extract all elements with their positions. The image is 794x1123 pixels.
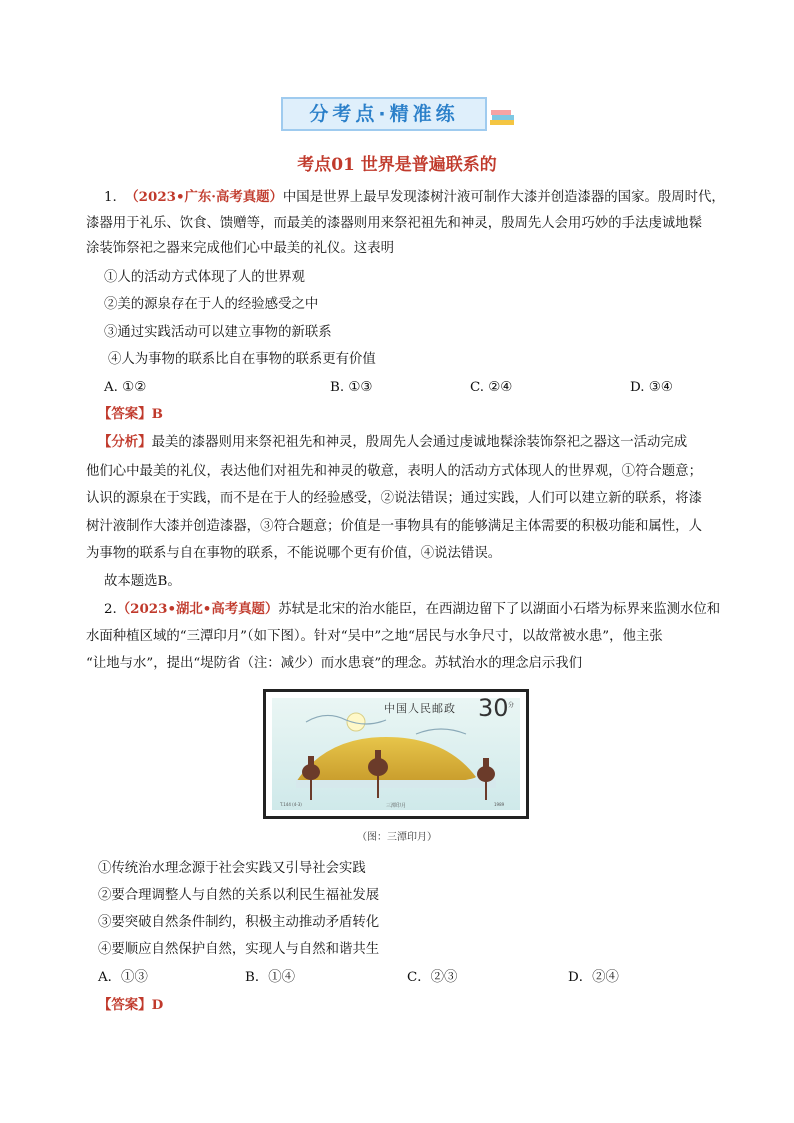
section-banner: 分考点·精准练 [281,97,487,131]
q1-analysis-line2: 他们心中最美的礼仪，表达他们对祖先和神灵的敬意，表明人的活动方式体现人的世界观，①符合题意； [86,464,702,479]
q2-option-c: C．②③ [407,970,458,985]
q2-item-2: ②要合理调整人与自然的关系以利民生福祉发展 [98,888,380,903]
stamp-value: 30 [478,694,509,722]
q2-option-a: A．①③ [98,970,148,985]
q2-source: （2023•湖北•高考真题） [116,601,279,617]
q2-option-b: B．①④ [245,970,296,985]
q2-item-3: ③要突破自然条件制约，积极主动推动矛盾转化 [98,915,380,930]
q1-item-2: ②美的源泉存在于人的经验感受之中 [104,297,319,312]
section-title: 考点01 世界是普遍联系的 [297,155,497,175]
q1-stem-line2: 漆器用于礼乐、饮食、馈赠等，而最美的漆器则用来祭祀祖先和神灵，殷周先人会用巧妙的手法虔诚地髹 [86,216,702,231]
q2-stem-line1: 2.（2023•湖北•高考真题）苏轼是北宋的治水能臣，在西湖边留下了以湖面小石塔为标界来监测水位和 [104,601,721,617]
q1-item-4: ④人为事物的联系比自在事物的联系更有价值 [108,352,376,367]
q2-item-1: ①传统治水理念源于社会实践又引导社会实践 [98,861,366,876]
q1-option-d: D. ③④ [630,380,673,395]
q1-source: （2023•广东·高考真题） [125,189,283,205]
figure-caption: （图：三潭印月） [357,832,437,843]
stamp-small-mid: 三潭印月 [386,803,407,809]
q1-analysis-line1: 【分析】最美的漆器则用来祭祀祖先和神灵，殷周先人会通过虔诚地髹涂装饰祭祀之器这一活动完成 [98,434,688,450]
q1-option-a: A. ①② [104,380,147,395]
q2-stem-line2: 水面种植区域的“三潭印月”（如下图）。针对“吴中”之地“居民与水争尺寸，以故常被水患”，他主张 [86,629,663,644]
q1-answer: 【答案】B [98,406,163,422]
stamp-small-left: T.144 (4-3) [280,802,302,807]
q1-item-3: ③通过实践活动可以建立事物的新联系 [104,325,332,340]
q1-stem-line1: 1. （2023•广东·高考真题）中国是世界上最早发现漆树汁液可制作大漆并创造漆器的国家。殷周时代， [104,189,725,205]
q1-stem-line3: 涂装饰祭祀之器来完成他们心中最美的礼仪。这表明 [86,241,394,256]
q2-item-4: ④要顺应自然保护自然，实现人与自然和谐共生 [98,942,380,957]
stamp-image [263,689,529,819]
q1-analysis-line5: 为事物的联系与自在事物的联系，不能说哪个更有价值，④说法错误。 [86,546,502,561]
q2-stem-line3: “让地与水”，提出“堤防省（注：减少）而水患衰”的理念。苏轼治水的理念启示我们 [86,656,583,671]
q1-item-1: ①人的活动方式体现了人的世界观 [104,270,305,285]
q1-analysis-line3: 认识的源泉在于实践，而不是在于人的经验感受，②说法错误；通过实践，人们可以建立新的联系，将漆 [86,491,702,506]
stamp-country-text: 中国人民邮政 [384,702,456,715]
q2-option-d: D．②④ [568,970,619,985]
q1-conclusion: 故本题选B。 [104,574,181,589]
q1-option-c: C. ②④ [470,380,513,395]
q1-analysis-line4: 树汁液制作大漆并创造漆器，③符合题意；价值是一事物具有的能够满足主体需要的积极功能和属性，人 [86,519,702,534]
q1-option-b: B. ①③ [330,380,373,395]
stamp-value-unit: 分 [508,702,515,709]
q2-answer: 【答案】D [98,997,164,1013]
stamp-small-right: 1989 [494,802,505,807]
books-icon [488,106,518,130]
